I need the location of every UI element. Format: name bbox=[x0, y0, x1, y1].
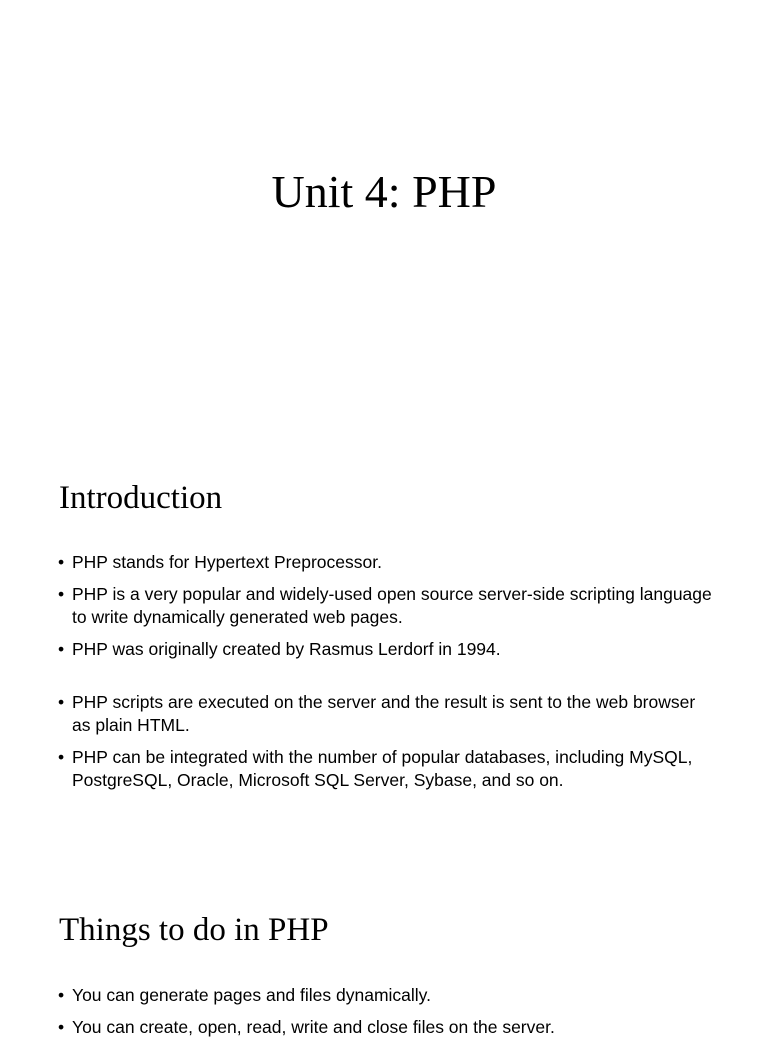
bullet-item bbox=[58, 691, 718, 737]
bullet-icon: • bbox=[58, 584, 65, 604]
slide-heading: Introduction bbox=[59, 480, 223, 516]
bullet-text: PHP was originally created by Rasmus Lerdorf in 1994. bbox=[72, 639, 501, 659]
bullet-item bbox=[58, 638, 718, 661]
slide-introduction bbox=[0, 432, 768, 864]
bullet-text: You can create, open, read, write and close files on the server. bbox=[72, 1017, 555, 1037]
bullet-item bbox=[58, 984, 718, 1007]
bullet-icon: • bbox=[58, 552, 65, 572]
bullet-list bbox=[58, 551, 718, 801]
slide-title bbox=[0, 0, 768, 432]
bullet-text: PHP can be integrated with the number of popular databases, including MySQL, PostgreSQL, Oracle, Microsoft SQL Server, Sybase, and so on. bbox=[72, 747, 693, 790]
bullet-text: PHP is a very popular and widely-used open source server-side scripting language to write dynamically generated web pages. bbox=[72, 584, 712, 627]
bullet-text: You can generate pages and files dynamically. bbox=[72, 985, 431, 1005]
bullet-item bbox=[58, 551, 718, 574]
bullet-icon: • bbox=[58, 692, 65, 712]
bullet-item bbox=[58, 583, 718, 629]
bullet-icon: • bbox=[58, 985, 65, 1005]
bullet-text: PHP stands for Hypertext Preprocessor. bbox=[72, 552, 382, 572]
bullet-item bbox=[58, 1016, 718, 1039]
bullet-icon: • bbox=[58, 747, 65, 767]
slide-things-to-do bbox=[0, 864, 768, 1037]
bullet-item bbox=[58, 746, 718, 792]
slide-heading: Things to do in PHP bbox=[59, 912, 329, 948]
bullet-text: PHP scripts are executed on the server and the result is sent to the web browser as plain HTML. bbox=[72, 692, 696, 735]
bullet-list bbox=[58, 984, 718, 1048]
bullet-icon: • bbox=[58, 1017, 65, 1037]
bullet-icon: • bbox=[58, 639, 65, 659]
presentation-title: Unit 4: PHP bbox=[271, 166, 497, 217]
